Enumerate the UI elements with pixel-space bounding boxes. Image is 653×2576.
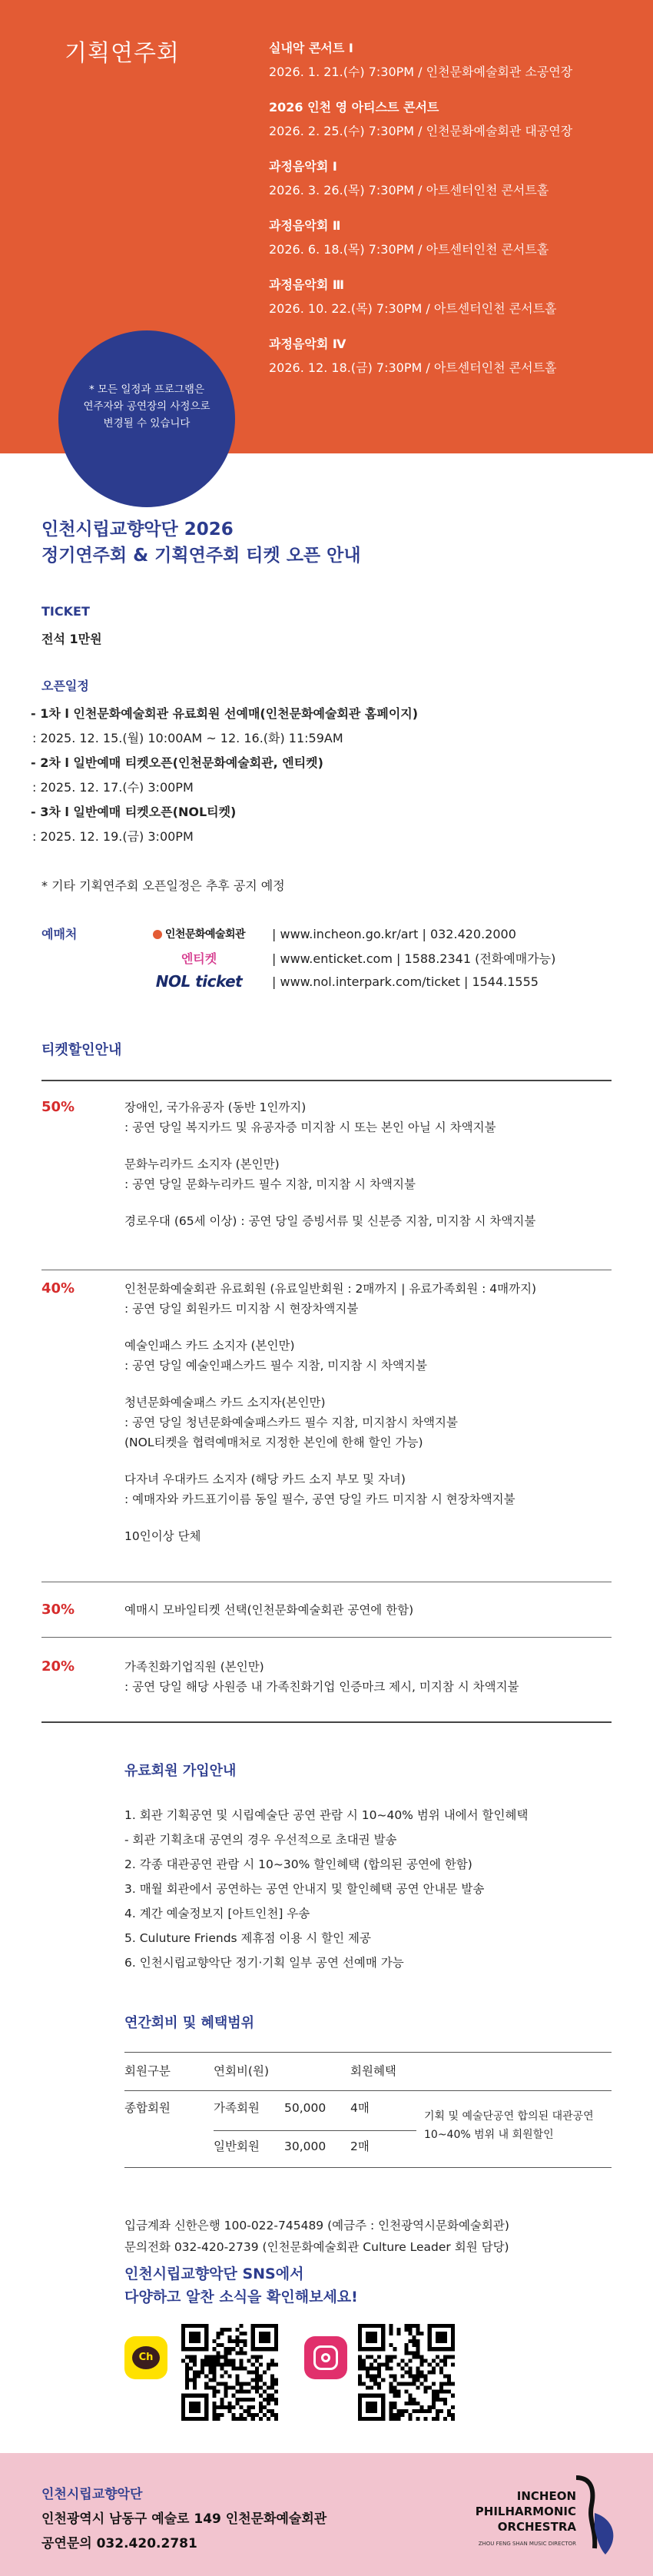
vendor-link[interactable]: | www.nol.interpark.com/ticket | 1544.1555 (272, 974, 539, 989)
footer (0, 2453, 653, 2576)
sns-title-line2: 다양하고 알찬 소식을 확인해보세요! (124, 2289, 358, 2305)
enticket-logo: 엔티켓 (181, 951, 217, 966)
ticket-price: 전석 1만원 (41, 632, 102, 646)
member-fee: 50,000 (284, 2101, 326, 2115)
orchestra-wordmark: INCHEON PHILHARMONIC ORCHESTRA (475, 2489, 576, 2534)
table-rule (124, 2090, 612, 2091)
notice-line: 연주자와 공연장의 사정으로 (83, 400, 210, 413)
discount-line: : 공연 당일 해당 사원증 내 가족친화기업 인증마크 제시, 미지참 시 차액지불 (124, 1680, 519, 1694)
discount-line: 10인이상 단체 (124, 1529, 201, 1543)
kakao-channel-icon[interactable] (124, 2336, 167, 2379)
concert-item (269, 277, 638, 318)
member-benefit (424, 2107, 616, 2144)
page-title (41, 516, 361, 569)
discount-line: : 공연 당일 회원카드 미지참 시 현장차액지불 (124, 1302, 359, 1316)
divider (41, 1721, 612, 1723)
table-rule (124, 2167, 612, 2168)
bank-account: 입금계좌 신한은행 100-022-745489 (예금주 : 인천광역시문화예술회관) (124, 2219, 509, 2232)
concert-name: 과정음악회 Ⅲ (269, 277, 344, 292)
membership-benefit-list (124, 1803, 616, 1975)
instagram-icon[interactable] (304, 2336, 347, 2379)
footer-phone: 공연문의 032.420.2781 (41, 2536, 197, 2551)
footer-address: 인천광역시 남동구 예술로 149 인천문화예술회관 (41, 2511, 327, 2527)
notice-line: * 모든 일정과 프로그램은 (88, 383, 205, 396)
vendor-link[interactable]: | www.incheon.go.kr/art | 032.420.2000 (272, 926, 516, 941)
membership-benefit-item: 1. 회관 기획공연 및 시립예술단 공연 관람 시 10~40% 범위 내에서 할인혜택 (124, 1808, 529, 1822)
concert-name: 과정음악회 Ⅱ (269, 218, 341, 233)
discount-group-30 (124, 1600, 616, 1620)
spacer (124, 1194, 616, 1211)
sns-title-line1: 인천시립교향악단 SNS에서 (124, 2266, 304, 2282)
member-count: 4매 (350, 2101, 370, 2115)
etc-note: * 기타 기획연주회 오픈일정은 추후 공지 예정 (41, 878, 285, 893)
page-title-line1: 인천시립교향악단 2026 (41, 520, 234, 539)
discount-line: : 공연 당일 문화누리카드 필수 지참, 미지참 시 차액지불 (124, 1177, 416, 1191)
hero-title: 기획연주회 (65, 40, 180, 67)
concert-item (269, 336, 638, 377)
spacer (124, 1452, 616, 1469)
ticket-section (41, 604, 102, 647)
spacer (124, 1137, 616, 1154)
membership-benefit-item: 5. Culuture Friends 제휴점 이용 시 할인 제공 (124, 1931, 371, 1945)
member-type: 가족회원 (214, 2101, 260, 2115)
membership-benefit-item: 2. 각종 대관공연 관람 시 10~30% 할인혜택 (합의된 공연에 한함) (124, 1857, 472, 1871)
orchestra-logo (461, 2475, 622, 2559)
discount-line: 가족친화기업직원 (본인만) (124, 1660, 264, 1674)
member-type: 일반회원 (214, 2139, 260, 2153)
kakao-channel-label: Ch (132, 2346, 160, 2369)
open-schedule-row: : 2025. 12. 17.(수) 3:00PM (32, 780, 194, 795)
concert-item (269, 158, 638, 200)
music-director-line: ZHOU FENG SHAN MUSIC DIRECTOR (478, 2541, 576, 2547)
footer-org: 인천시립교향악단 (41, 2487, 143, 2502)
ticket-label: TICKET (41, 604, 90, 619)
discount-group-50 (124, 1097, 616, 1231)
table-rule (214, 2130, 416, 2131)
kakao-qr-code[interactable] (181, 2324, 278, 2421)
concert-name: 과정음악회 Ⅰ (269, 159, 337, 174)
footer-info (41, 2482, 326, 2556)
schedule-notice-badge (58, 330, 235, 507)
discount-line: 예매시 모바일티켓 선택(인천문화예술회관 공연에 한함) (124, 1603, 414, 1617)
vendor-link[interactable]: | www.enticket.com | 1588.2341 (전화예매가능) (272, 951, 556, 966)
spacer (124, 1319, 616, 1336)
benefit-line: 기획 및 예술단공연 합의된 대관공연 (424, 2110, 594, 2123)
discount-line: 예술인패스 카드 소지자 (본인만) (124, 1339, 295, 1353)
spacer (124, 1376, 616, 1393)
open-schedule-label: 오픈일정 (41, 679, 89, 693)
concert-item (269, 217, 638, 259)
member-count: 2매 (350, 2139, 370, 2153)
open-schedule-section (31, 676, 630, 849)
concert-date-venue: 2026. 1. 21.(수) 7:30PM / 인천문화예술회관 소공연장 (269, 65, 573, 79)
membership-benefit-item: 3. 매월 회관에서 공연하는 공연 안내지 및 할인혜택 공연 안내문 발송 (124, 1882, 485, 1896)
discount-pct: 30% (41, 1602, 75, 1618)
concert-date-venue: 2026. 3. 26.(목) 7:30PM / 아트센터인천 콘서트홀 (269, 183, 549, 198)
open-schedule-row: - 1차 l 인천문화예술회관 유료회원 선예매(인천문화예술회관 홈페이지) (31, 706, 419, 721)
discount-pct: 20% (41, 1658, 75, 1675)
discount-group-40 (124, 1279, 616, 1546)
concert-date-venue: 2026. 10. 22.(목) 7:30PM / 아트센터인천 콘서트홀 (269, 301, 557, 316)
concert-item (269, 40, 638, 81)
member-fee: 30,000 (284, 2139, 326, 2153)
concert-item (269, 99, 638, 141)
discount-line: : 공연 당일 예술인패스카드 필수 지참, 미지참 시 차액지불 (124, 1359, 427, 1373)
sns-title (124, 2262, 358, 2309)
open-schedule-list (31, 702, 630, 849)
open-schedule-row: - 3차 l 일반예매 티켓오픈(NOL티켓) (31, 805, 237, 819)
concert-date-venue: 2026. 12. 18.(금) 7:30PM / 아트센터인천 콘서트홀 (269, 360, 557, 375)
membership-title: 유료회원 가입안내 (124, 1763, 237, 1779)
page-title-line2: 정기연주회 & 기획연주회 티켓 오픈 안내 (41, 546, 361, 566)
discount-line: 경로우대 (65세 이상) : 공연 당일 증빙서류 및 신분증 지참, 미지참 시 차액지불 (124, 1214, 536, 1228)
discount-line: (NOL티켓을 협력예매처로 지정한 본인에 한해 할인 가능) (124, 1436, 423, 1449)
concert-date-venue: 2026. 2. 25.(수) 7:30PM / 인천문화예술회관 대공연장 (269, 124, 573, 138)
membership-benefit-item: - 회관 기획초대 공연의 경우 우선적으로 초대권 발송 (124, 1833, 397, 1847)
discount-line: 문화누리카드 소지자 (본인만) (124, 1157, 280, 1171)
discount-title: 티켓할인안내 (41, 1042, 122, 1058)
open-schedule-row: : 2025. 12. 19.(금) 3:00PM (32, 829, 194, 844)
benefit-line: 10~40% 범위 내 회원할인 (424, 2129, 554, 2141)
divider (41, 1637, 612, 1638)
member-group: 종합회원 (124, 2101, 171, 2115)
discount-line: : 공연 당일 복지카드 및 유공자증 미지참 시 또는 본인 아닐 시 차액지불 (124, 1120, 496, 1134)
vendor-row-nol[interactable] (126, 970, 539, 993)
concert-name: 실내악 콘서트 Ⅰ (269, 41, 353, 55)
concert-name: 2026 인천 영 아티스트 콘서트 (269, 100, 439, 115)
open-schedule-row: - 2차 l 일반예매 티켓오픈(인천문화예술회관, 엔티켓) (31, 755, 323, 770)
membership-benefit-item: 4. 계간 예술정보지 [아트인천] 우송 (124, 1907, 310, 1920)
discount-group-20 (124, 1657, 616, 1697)
col-header: 연회비(원) (214, 2064, 269, 2078)
membership-benefit-item: 6. 인천시립교향악단 정기·기획 일부 공연 선예매 가능 (124, 1956, 404, 1970)
discount-line: 장애인, 국가유공자 (동반 1인까지) (124, 1100, 307, 1114)
col-header: 회원구분 (124, 2064, 171, 2078)
discount-pct: 40% (41, 1280, 75, 1296)
orchestra-emblem-icon (568, 2475, 622, 2559)
discount-line: 인천문화예술회관 유료회원 (유료일반회원 : 2매까지 | 유료가족회원 : 4매까지) (124, 1282, 537, 1296)
discount-line: 다자녀 우대카드 소지자 (해당 카드 소지 부모 및 자녀) (124, 1472, 406, 1486)
discount-line: 청년문화예술패스 카드 소지자(본인만) (124, 1396, 326, 1409)
instagram-qr-code[interactable] (358, 2324, 455, 2421)
contact-phone: 문의전화 032-420-2739 (인천문화예술회관 Culture Leader 회원 담당) (124, 2240, 509, 2254)
concert-date-venue: 2026. 6. 18.(목) 7:30PM / 아트센터인천 콘서트홀 (269, 242, 549, 257)
divider (41, 1080, 612, 1081)
notice-line: 변경될 수 있습니다 (103, 417, 191, 430)
arts-center-logo: 인천문화예술회관 (126, 926, 272, 941)
account-info (124, 2215, 509, 2258)
vendor-row-enticket[interactable] (126, 946, 555, 969)
vendor-row-arts-center[interactable] (126, 922, 516, 945)
spacer (124, 1509, 616, 1526)
fee-title: 연간회비 및 혜택범위 (124, 2015, 255, 2031)
table-rule (124, 2052, 612, 2053)
col-header: 회원혜택 (350, 2064, 396, 2078)
open-schedule-row: : 2025. 12. 15.(월) 10:00AM ~ 12. 16.(화) 11:59AM (32, 731, 343, 745)
discount-pct: 50% (41, 1099, 75, 1115)
concert-name: 과정음악회 Ⅳ (269, 337, 346, 351)
vendors-label: 예매처 (41, 927, 78, 941)
nol-ticket-logo: NOL ticket (155, 972, 243, 991)
concert-list (269, 40, 638, 395)
discount-line: : 예매자와 카드표기이름 동일 필수, 공연 당일 카드 미지참 시 현장차액지불 (124, 1492, 515, 1506)
discount-line: : 공연 당일 청년문화예술패스카드 필수 지참, 미지참시 차액지불 (124, 1416, 458, 1429)
